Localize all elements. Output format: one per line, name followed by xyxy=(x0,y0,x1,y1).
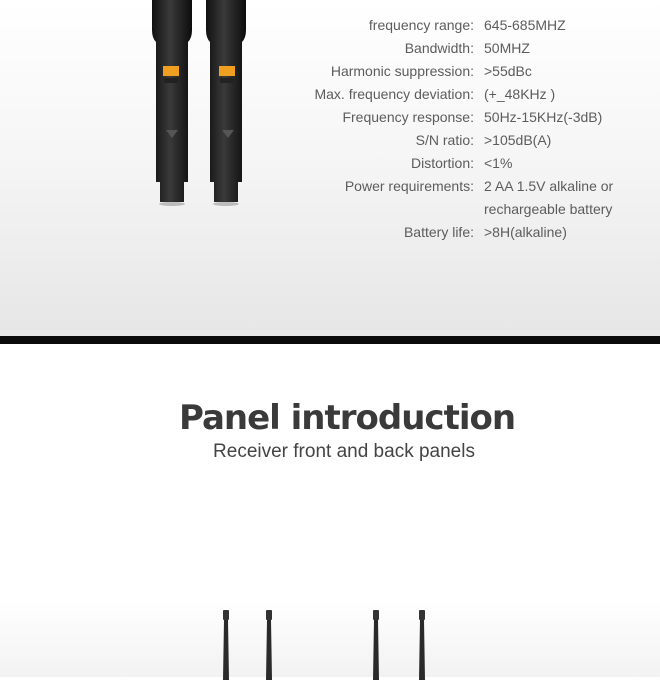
spec-label: Power requirements: xyxy=(344,178,474,194)
spec-value: >8H(alkaline) xyxy=(484,224,567,240)
spec-row xyxy=(290,221,650,244)
spec-row xyxy=(290,175,650,221)
spec-row xyxy=(290,83,650,106)
spec-row xyxy=(290,60,650,83)
spec-row xyxy=(290,152,650,175)
section-divider xyxy=(0,336,660,344)
page-title: Panel introduction xyxy=(178,398,516,438)
receiver-image-area xyxy=(0,600,660,677)
antenna-icon xyxy=(370,610,382,680)
spec-label: Frequency response: xyxy=(342,109,474,125)
spec-section xyxy=(0,0,660,336)
spec-label: Bandwidth: xyxy=(404,40,474,56)
spec-label: S/N ratio: xyxy=(415,132,474,148)
spec-row xyxy=(290,129,650,152)
spec-label: frequency range: xyxy=(368,17,474,33)
microphone-right-image xyxy=(202,0,250,215)
spec-row xyxy=(290,37,650,60)
microphone-left-image xyxy=(148,0,196,215)
spec-row xyxy=(290,106,650,129)
spec-value: (+_48KHz ) xyxy=(484,86,556,102)
spec-label: Distortion: xyxy=(410,155,474,171)
spec-value: 50MHZ xyxy=(484,40,530,56)
spec-value: >55dBc xyxy=(484,63,532,79)
spec-row xyxy=(290,14,650,37)
spec-value: 50Hz-15KHz(-3dB) xyxy=(484,109,603,125)
antenna-icon xyxy=(263,610,275,680)
spec-value: >105dB(A) xyxy=(484,132,552,148)
spec-value: 645-685MHZ xyxy=(484,17,566,33)
spec-label: Harmonic suppression: xyxy=(330,63,474,79)
spec-value: <1% xyxy=(484,155,513,171)
spec-table xyxy=(290,14,650,244)
spec-label: Max. frequency deviation: xyxy=(314,86,474,102)
page-subtitle: Receiver front and back panels xyxy=(213,441,475,462)
spec-label: Battery life: xyxy=(403,224,474,240)
antenna-icon xyxy=(220,610,232,680)
spec-value: 2 AA 1.5V alkaline or rechargeable battery xyxy=(484,178,614,217)
antenna-icon xyxy=(416,610,428,680)
